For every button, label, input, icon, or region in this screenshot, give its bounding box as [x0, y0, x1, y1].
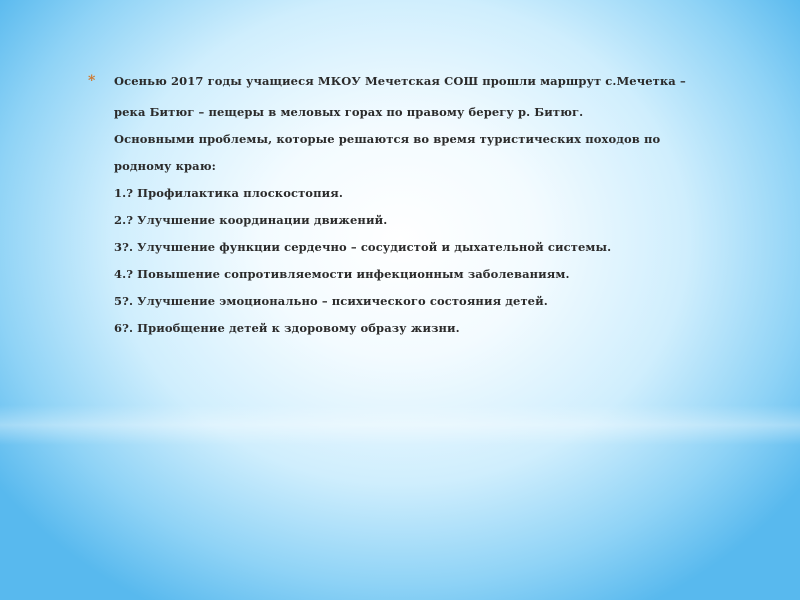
text-line-4: родному краю:	[114, 159, 216, 173]
text-line-3: Основными проблемы, которые решаются во время туристических походов по	[114, 132, 661, 146]
text-line-1: Осенью 2017 годы учащиеся МКОУ Мечетская СОШ прошли маршрут с.Мечетка –	[114, 74, 686, 88]
list-item-4: 4.? Повышение сопротивляемости инфекционным заболеваниям.	[114, 267, 570, 281]
list-item-2: 2.? Улучшение координации движений.	[114, 213, 388, 227]
slide-text-body	[88, 73, 728, 347]
list-item-5: 5?. Улучшение эмоционально – психического состояния детей.	[114, 294, 548, 308]
bullet-paragraph	[88, 73, 728, 347]
text-line-2: река Битюг – пещеры в меловых горах по правому берегу р. Битюг.	[114, 105, 584, 119]
list-item-1: 1.? Профилактика плоскостопия.	[114, 186, 343, 200]
list-item-3: 3?. Улучшение функции сердечно – сосудистой и дыхательной системы.	[114, 240, 612, 254]
asterisk-bullet-icon: *	[88, 73, 96, 89]
list-item-6: 6?. Приобщение детей к здоровому образу жизни.	[114, 321, 460, 335]
background-glow-band	[0, 405, 800, 445]
